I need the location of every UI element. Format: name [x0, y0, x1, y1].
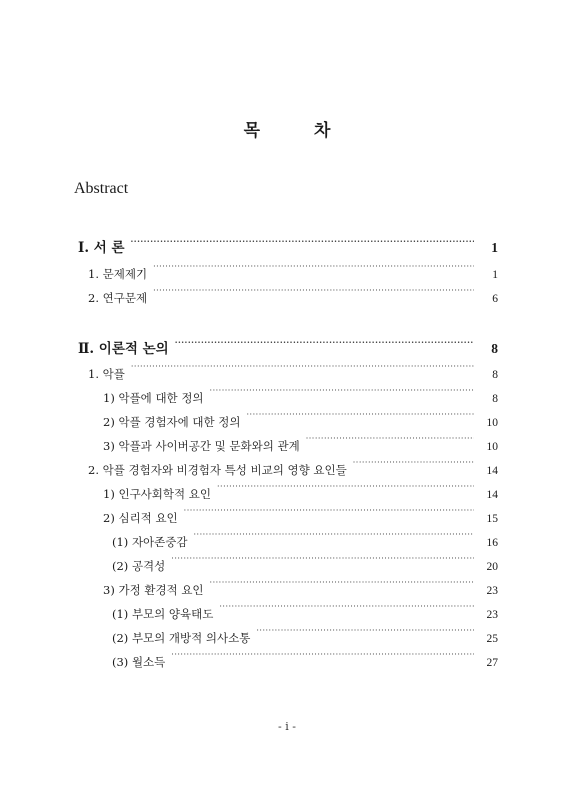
toc-leader-dots: [153, 264, 474, 278]
toc-label: 1. 악플: [88, 367, 125, 381]
toc-section[interactable]: [88, 288, 498, 308]
toc-page-number: 23: [486, 609, 498, 621]
toc-label: (2) 공격성: [112, 559, 166, 573]
toc-item[interactable]: [112, 604, 498, 624]
toc-page-number: 1: [492, 269, 498, 281]
toc-page-number: 10: [486, 441, 498, 453]
toc-page-number: 14: [486, 489, 498, 501]
toc-subsection[interactable]: [103, 580, 498, 600]
toc-section[interactable]: [88, 460, 498, 480]
toc-page-number: 10: [486, 417, 498, 429]
toc-chapter-1[interactable]: [78, 236, 498, 256]
toc-label: (1) 자아존중감: [112, 535, 188, 549]
toc-leader-dots: [210, 388, 474, 402]
toc-label: 1) 악플에 대한 정의: [103, 391, 204, 405]
page-footer-number: - ⅰ -: [278, 720, 296, 733]
page-title-part2: 차: [314, 121, 331, 141]
toc-label: (3) 월소득: [112, 655, 166, 669]
toc-page-number: 8: [491, 341, 498, 356]
toc-page-number: 27: [486, 657, 498, 669]
toc-leader-dots: [131, 364, 474, 378]
toc-leader-dots: [171, 556, 474, 570]
toc-label: 3) 가정 환경적 요인: [103, 583, 204, 597]
toc-item[interactable]: [112, 532, 498, 552]
toc-label: 1) 인구사회학적 요인: [103, 487, 211, 501]
toc-page-number: 1: [491, 240, 498, 255]
page-title-part1: 목: [243, 121, 260, 141]
toc-label: Ⅱ. 이론적 논의: [78, 341, 169, 357]
toc-leader-dots: [175, 339, 474, 353]
toc-section[interactable]: [88, 264, 498, 284]
toc-leader-dots: [353, 460, 474, 474]
toc-label: 2. 악플 경험자와 비경험자 특성 비교의 영향 요인들: [88, 463, 347, 477]
toc-label: (1) 부모의 양육태도: [112, 607, 214, 621]
toc-page-number: 6: [492, 293, 498, 305]
toc-subsection[interactable]: [103, 484, 498, 504]
toc-label: 1. 문제제기: [88, 267, 148, 281]
toc-chapter-2[interactable]: [78, 337, 498, 357]
toc-leader-dots: [194, 532, 475, 546]
toc-label: 3) 악플과 사이버공간 및 문화와의 관계: [103, 439, 300, 453]
toc-label: Ⅰ. 서 론: [78, 240, 125, 256]
toc-leader-dots: [171, 652, 474, 666]
toc-leader-dots: [247, 412, 474, 426]
toc-page-number: 15: [486, 513, 498, 525]
abstract-heading: Abstract: [74, 180, 129, 197]
toc-leader-dots: [131, 238, 475, 252]
toc-leader-dots: [256, 628, 474, 642]
toc-page-number: 16: [486, 537, 498, 549]
toc-page-number: 14: [486, 465, 498, 477]
toc-item[interactable]: [112, 556, 498, 576]
toc-subsection[interactable]: [103, 412, 498, 432]
toc-subsection[interactable]: [103, 508, 498, 528]
toc-leader-dots: [210, 580, 474, 594]
toc-label: 2) 악플 경험자에 대한 정의: [103, 415, 241, 429]
toc-section[interactable]: [88, 364, 498, 384]
toc-leader-dots: [219, 604, 474, 618]
page-title: [0, 116, 574, 141]
toc-leader-dots: [306, 436, 474, 450]
toc-item[interactable]: [112, 628, 498, 648]
toc-label: 2) 심리적 요인: [103, 511, 178, 525]
toc-item[interactable]: [112, 652, 498, 672]
toc-leader-dots: [217, 484, 474, 498]
toc-leader-dots: [153, 288, 474, 302]
toc-page-number: 20: [486, 561, 498, 573]
toc-page-number: 8: [492, 393, 498, 405]
toc-label: 2. 연구문제: [88, 291, 148, 305]
toc-label: (2) 부모의 개방적 의사소통: [112, 631, 251, 645]
toc-leader-dots: [184, 508, 474, 522]
toc-subsection[interactable]: [103, 388, 498, 408]
toc-page-number: 25: [486, 633, 498, 645]
toc-page-number: 23: [486, 585, 498, 597]
toc-page-number: 8: [492, 369, 498, 381]
toc-subsection[interactable]: [103, 436, 498, 456]
